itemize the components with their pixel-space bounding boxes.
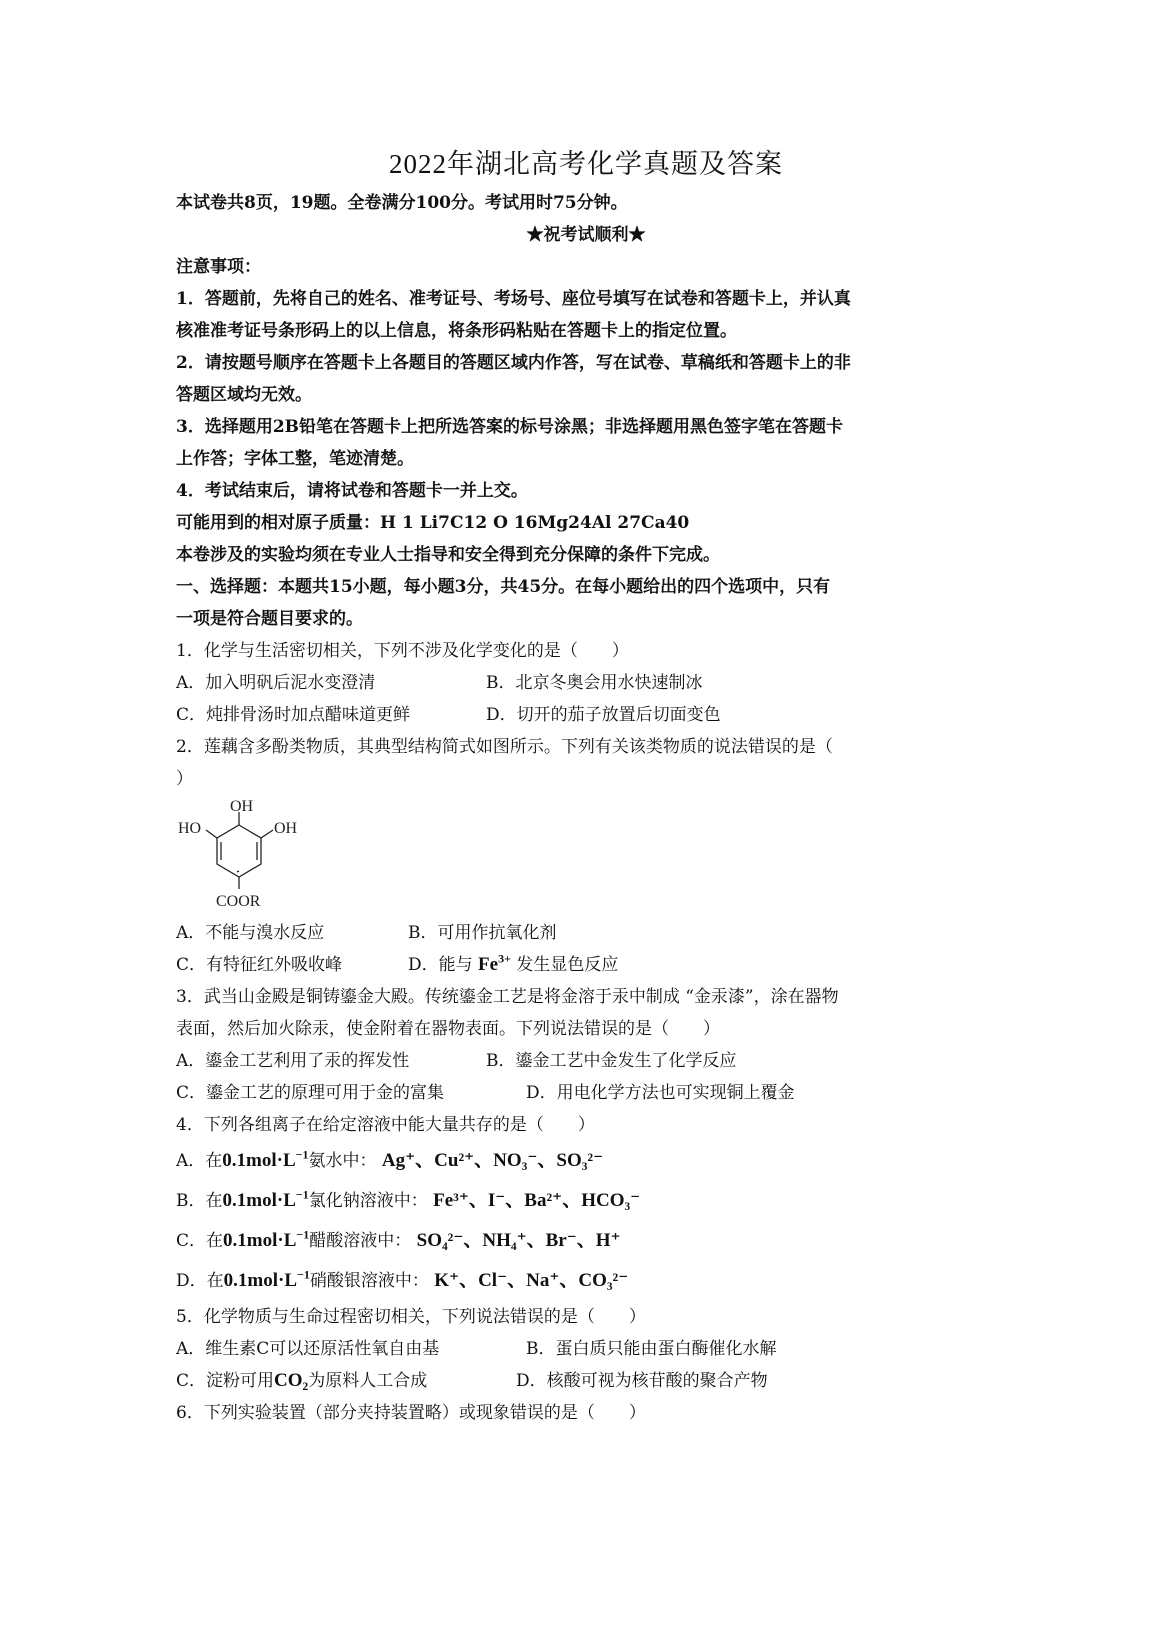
notes-heading: 注意事项： — [176, 257, 261, 277]
oh-top-label: OH — [230, 799, 254, 815]
q3-options-ab — [176, 1045, 996, 1077]
q5-option-a: A．维生素C可以还原活性氧自由基 — [176, 1339, 440, 1359]
section-heading: 一、选择题：本题共15小题，每小题3分，共45分。在每小题给出的四个选项中，只有 — [176, 577, 831, 597]
q5-options-cd — [176, 1365, 996, 1397]
q3-option-a: A．鎏金工艺利用了汞的挥发性 — [176, 1051, 410, 1071]
q4-stem: 4．下列各组离子在给定溶液中能大量共存的是（ ） — [176, 1115, 595, 1135]
q4-option-c — [176, 1221, 996, 1261]
coor-label: COOR — [216, 893, 261, 910]
q2-option-b: B．可用作抗氧化剂 — [408, 923, 557, 943]
conc-exponent: −1 — [296, 1227, 310, 1242]
fe-symbol: Fe — [478, 954, 499, 975]
q2-options-ab — [176, 917, 996, 949]
conc-value: 0.1mol·L — [222, 1190, 296, 1211]
ho-left-label: HO — [178, 820, 202, 837]
conc-exponent: −1 — [295, 1187, 309, 1202]
benzene-ring — [217, 825, 261, 877]
q1-option-a: A．加入明矾后泥水变澄清 — [176, 673, 376, 693]
q3-option-d: D．用电化学方法也可实现铜上覆金 — [526, 1083, 795, 1103]
fe-ion — [478, 951, 511, 975]
conc-exponent: −1 — [295, 1147, 309, 1162]
wish-line: ★祝考试顺利★ — [526, 225, 646, 245]
q6-stem: 6．下列实验装置（部分夹持装置略）或现象错误的是（ ） — [176, 1403, 646, 1423]
note-line: 1．答题前，先将自己的姓名、准考证号、考场号、座位号填写在试卷和答题卡上，并认真 — [176, 289, 851, 309]
note-line: 上作答；字体工整，笔迹清楚。 — [176, 449, 414, 469]
note-line: 核准准考证号条形码上的以上信息，将条形码粘贴在答题卡上的指定位置。 — [176, 321, 737, 341]
note-line: 2．请按题号顺序在答题卡上各题目的答题区域内作答，写在试卷、草稿纸和答题卡上的非 — [176, 353, 851, 373]
safety-line: 本卷涉及的实验均须在专业人士指导和安全得到充分保障的条件下完成。 — [176, 545, 720, 565]
q4-a-solution: 氨水中： — [308, 1151, 377, 1171]
q5-c-suffix: 为原料人工合成 — [308, 1371, 428, 1391]
conc-value: 0.1mol·L — [222, 1150, 296, 1171]
q4-b-prefix: B．在 — [176, 1191, 223, 1211]
q4-option-b — [176, 1181, 996, 1221]
q5-options-ab — [176, 1333, 996, 1365]
conc-value: 0.1mol·L — [223, 1270, 298, 1291]
q1-option-b: B．北京冬奥会用水快速制冰 — [486, 673, 703, 693]
note-line: 3．选择题用2B铅笔在答题卡上把所选答案的标号涂黑；非选择题用黑色签字笔在答题卡 — [176, 417, 844, 437]
q2-option-d — [408, 949, 618, 981]
note-line: 4．考试结束后，请将试卷和答题卡一并上交。 — [176, 481, 528, 501]
atomic-mass-line: 可能用到的相对原子质量：H 1 Li7C12 O 16Mg24Al 27Ca40 — [176, 513, 690, 533]
section-heading: 一项是符合题目要求的。 — [176, 609, 363, 629]
q4-d-prefix: D．在 — [176, 1271, 224, 1291]
q1-options-ab — [176, 667, 996, 699]
oh-right-label: OH — [274, 820, 298, 837]
q2-option-c: C．有特征红外吸收峰 — [176, 955, 343, 975]
structure-diagram — [176, 799, 316, 911]
q4-b-ions: Fe³⁺、I⁻、Ba²⁺、HCO₃⁻ — [433, 1190, 641, 1211]
q4-c-ions: SO₄²⁻、NH₄⁺、Br⁻、H⁺ — [416, 1230, 621, 1251]
q1-options-cd — [176, 699, 996, 731]
q2-options-cd — [176, 949, 996, 981]
fe-charge: 3+ — [498, 951, 511, 966]
q1-option-c: C．炖排骨汤时加点醋味道更鲜 — [176, 705, 411, 725]
co2-formula: CO₂ — [274, 1370, 309, 1391]
q1-stem: 1．化学与生活密切相关，下列不涉及化学变化的是（ ） — [176, 641, 629, 661]
exam-page — [176, 142, 996, 1429]
q4-d-solution: 硝酸银溶液中： — [309, 1271, 429, 1291]
q4-a-prefix: A．在 — [176, 1151, 223, 1171]
q4-c-prefix: C．在 — [176, 1231, 224, 1251]
note-line: 答题区域均无效。 — [176, 385, 312, 405]
q5-option-c — [176, 1365, 516, 1397]
q5-c-prefix: C．淀粉可用 — [176, 1371, 275, 1391]
q5-option-b: B．蛋白质只能由蛋白酶催化水解 — [526, 1339, 777, 1359]
q1-option-d: D．切开的茄子放置后切面变色 — [486, 705, 721, 725]
q4-d-ions: K⁺、Cl⁻、Na⁺、CO₃²⁻ — [434, 1270, 629, 1291]
q3-options-cd — [176, 1077, 996, 1109]
q4-b-solution: 氯化钠溶液中： — [308, 1191, 428, 1211]
q4-a-ions: Ag⁺、Cu²⁺、NO₃⁻、SO₃²⁻ — [381, 1150, 604, 1171]
q5-option-d: D．核酸可视为核苷酸的聚合产物 — [516, 1371, 768, 1391]
q3-option-b: B．鎏金工艺中金发生了化学反应 — [486, 1051, 737, 1071]
intro-line: 本试卷共8页，19题。全卷满分100分。考试用时75分钟。 — [176, 193, 628, 213]
conc-value: 0.1mol·L — [223, 1230, 297, 1251]
q2-option-a: A．不能与溴水反应 — [176, 923, 325, 943]
conc-exponent: −1 — [297, 1267, 310, 1282]
q3-stem-cont: 表面，然后加火除汞，使金附着在器物表面。下列说法错误的是（ ） — [176, 1019, 720, 1039]
q2-stem-end: ） — [176, 769, 193, 789]
q3-option-c: C．鎏金工艺的原理可用于金的富集 — [176, 1083, 445, 1103]
q5-stem: 5．化学物质与生命过程密切相关，下列说法错误的是（ ） — [176, 1307, 646, 1327]
q4-b-concentration — [222, 1187, 309, 1211]
q4-option-d — [176, 1261, 996, 1301]
q4-c-solution: 醋酸溶液中： — [309, 1231, 412, 1251]
q4-option-a — [176, 1141, 996, 1181]
q4-a-concentration — [222, 1147, 309, 1171]
q2-option-d-suffix: 发生显色反应 — [516, 955, 619, 975]
polyphenol-structure — [176, 799, 996, 911]
q4-d-concentration — [223, 1267, 310, 1291]
q2-option-d-prefix: D．能与 — [408, 955, 473, 975]
q3-stem: 3．武当山金殿是铜铸鎏金大殿。传统鎏金工艺是将金溶于汞中制成 “金汞漆”，涂在器物 — [176, 987, 839, 1007]
q4-c-concentration — [223, 1227, 310, 1251]
q2-stem: 2．莲藕含多酚类物质，其典型结构简式如图所示。下列有关该类物质的说法错误的是（ — [176, 737, 833, 757]
page-title: 2022年湖北高考化学真题及答案 — [389, 149, 783, 179]
